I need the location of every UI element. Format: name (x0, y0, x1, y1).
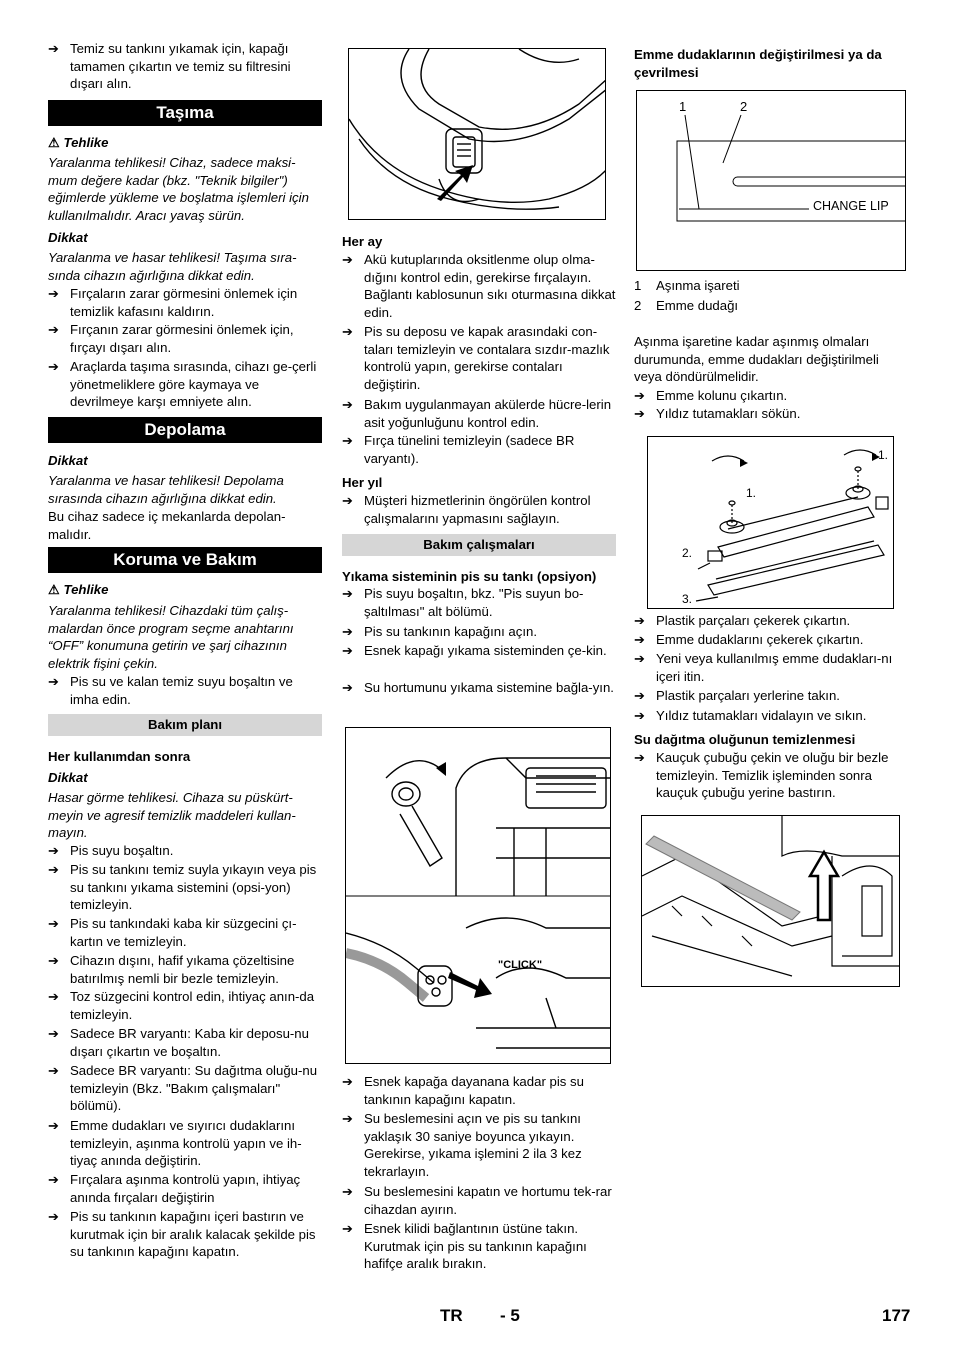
figure-number-1: 1 (679, 99, 687, 114)
caution-text: Yaralanma ve hasar tehlikesi! Depolama sırasında cihazın ağırlığına dikkat edin. (48, 473, 284, 506)
figure-number-2: 2 (740, 99, 748, 114)
arrow-right-icon: ➔ (48, 916, 59, 931)
heading-her-kullanim: Her kullanımdan sonra (48, 749, 191, 764)
arrow-right-icon: ➔ (342, 1184, 353, 1199)
arrow-right-icon: ➔ (342, 1221, 353, 1236)
list-item: ➔ Kauçuk çubuğu çekin ve oluğu bir bezle temizleyin. Temizlik işleminden sonra kauçuk çubuğu yerine bastırın. (634, 750, 889, 800)
arrow-right-icon: ➔ (342, 324, 353, 339)
list-item: ➔ Su hortumunu yıkama sistemine bağla-yın. (342, 680, 614, 695)
figure-lid-latch (348, 48, 606, 220)
arrow-right-icon: ➔ (48, 843, 59, 858)
subsection-heading-bakim-calismalari: Bakım çalışmaları (342, 534, 616, 556)
caution-text: Yaralanma ve hasar tehlikesi! Taşıma sıra-sında cihazın ağırlığına dikkat edin. (48, 250, 297, 283)
list-item: ➔ Pis su tankındaki kaba kir süzgecini çı-kartın ve temizleyin. (48, 916, 297, 949)
figure-lip-disassembly (647, 436, 894, 609)
list-item: ➔ Sadece BR varyantı: Kaba kir deposu-nu dışarı çıkartın ve boşaltın. (48, 1026, 309, 1059)
arrow-right-icon: ➔ (48, 1026, 59, 1041)
caution-label: Dikkat (48, 770, 88, 785)
arrow-right-icon: ➔ (634, 388, 645, 403)
danger-label: ⚠ Tehlike (48, 135, 109, 150)
arrow-right-icon: ➔ (342, 624, 353, 639)
list-item: ➔ Emme dudakları ve sıyırıcı dudaklarını temizleyin, aşınma kontrolü yapın ve ih-tiyaç anında değiştirin. (48, 1118, 302, 1168)
list-item: ➔ Yıldız tutamakları sökün. (634, 406, 801, 421)
push-arrow-icon (437, 165, 473, 201)
list-item: ➔ Müşteri hizmetlerinin öngörülen kontrol çalışmalarını yapmasını sağlayın. (342, 493, 591, 526)
lift-arrow-icon (810, 852, 838, 920)
lid-latch-illustration (349, 49, 606, 220)
arrow-right-icon: ➔ (48, 953, 59, 968)
danger-text: Yaralanma tehlikesi! Cihaz, sadece maksi-mum değere kadar (bkz. "Teknik bilgiler") eğimlerde yükleme ve boşlatma işlemleri için kullanılmalıdır. Aracı yavaş sürün. (48, 155, 309, 223)
heading-her-ay: Her ay (342, 234, 383, 249)
list-item: ➔ Cihazın dışını, hafif yıkama çözeltisine batırılmış nemli bir bezle temizleyin. (48, 953, 295, 986)
arrow-right-icon: ➔ (634, 651, 645, 666)
arrow-right-icon: ➔ (342, 397, 353, 412)
arrow-right-icon: ➔ (48, 359, 59, 374)
arrow-right-icon: ➔ (634, 613, 645, 628)
figure-hose-connection (345, 727, 611, 1064)
step-label-3: 3. (682, 592, 693, 606)
step-label-2: 2. (682, 546, 693, 560)
list-item: ➔ Plastik parçaları çekerek çıkartın. (634, 613, 851, 628)
list-item: ➔ Pis su deposu ve kapak arasındaki con-taları temizleyin ve contalara sızdır-mazlık kontrolü yapın, gerekirse contaları değiştirin. (342, 324, 610, 392)
pull-arrow-icon (696, 597, 718, 601)
list-item: ➔ Pis su tankının kapağını açın. (342, 624, 538, 639)
arrow-right-icon: ➔ (342, 1074, 353, 1089)
list-item: ➔ Pis su tankının kapağını içeri bastırın ve kurutmak için bir aralık kalacak şekilde pis su tankının kapağını kapatın. (48, 1209, 316, 1259)
page-number-total: 177 (882, 1306, 911, 1325)
arrow-right-icon: ➔ (48, 41, 59, 56)
list-item: ➔ Pis suyu boşaltın, bkz. "Pis suyun bo-şaltılması" alt bölümü. (342, 586, 584, 619)
arrow-right-icon: ➔ (634, 688, 645, 703)
arrow-right-icon: ➔ (634, 632, 645, 647)
heading-yikama-sistemi: Yıkama sisteminin pis su tankı (opsiyon) (342, 569, 597, 584)
section-heading-koruma-bakim: Koruma ve Bakım (48, 547, 322, 573)
change-lip-illustration (637, 91, 906, 271)
arrow-right-icon: ➔ (342, 680, 353, 695)
caution-label: Dikkat (48, 230, 88, 245)
list-item: ➔ Pis suyu boşaltın. (48, 843, 174, 858)
arrow-right-icon: ➔ (634, 406, 645, 421)
list-item: ➔ Esnek kilidi bağlantının üstüne takın. Kurutmak için pis su tankının kapağını hafifçe aralık bırakın. (342, 1221, 587, 1271)
arrow-right-icon: ➔ (342, 493, 353, 508)
list-item: ➔ Esnek kapağı yıkama sisteminden çe-kin. (342, 643, 607, 658)
arrow-right-icon: ➔ (342, 1111, 353, 1126)
arrow-right-icon: ➔ (342, 252, 353, 267)
arrow-right-icon: ➔ (634, 708, 645, 723)
list-item: ➔ Plastik parçaları yerlerine takın. (634, 688, 840, 703)
arrow-right-icon: ➔ (48, 1209, 59, 1224)
subsection-heading-bakim-plani: Bakım planı (48, 714, 322, 736)
list-item: ➔ Emme dudaklarını çekerek çıkartın. (634, 632, 864, 647)
rubber-bar (646, 836, 800, 920)
list-item: ➔ Fırça tünelini temizleyin (sadece BR varyantı). (342, 433, 575, 466)
figure-change-lip (636, 90, 906, 271)
list-item: ➔ Toz süzgecini kontrol edin, ihtiyaç anın-da temizleyin. (48, 989, 315, 1022)
list-item: ➔ Fırçanın zarar görmesini önlemek için, fırçayı dışarı alın. (48, 322, 294, 355)
click-label: "CLICK" (498, 959, 543, 971)
list-item: ➔ Yıldız tutamakları vidalayın ve sıkın. (634, 708, 867, 723)
warning-triangle-icon: ⚠ (48, 582, 60, 597)
arrow-right-icon: ➔ (342, 643, 353, 658)
lip-disassembly-illustration (648, 437, 894, 609)
arrow-right-icon: ➔ (48, 286, 59, 301)
caution-label: Dikkat (48, 453, 88, 468)
arrow-right-icon: ➔ (48, 674, 59, 689)
list-item: ➔ Akü kutuplarında oksitlenme olup olma-dığını kontrol edin, gerekirse fırçalayın. Bağlantı kablosunun sıkı oturmasına dikkat edin. (342, 252, 616, 320)
caution-text: Hasar görme tehlikesi. Cihaza su püskürt-meyin ve agresif temizlik maddeleri kullan-mayın. (48, 790, 296, 840)
arrow-right-icon: ➔ (342, 433, 353, 448)
list-item: ➔ Pis su ve kalan temiz suyu boşaltın ve imha edin. (48, 674, 293, 707)
section-heading-tasima: Taşıma (48, 100, 322, 126)
danger-text: Yaralanma tehlikesi! Cihazdaki tüm çalış-malardan önce program seçme anahtarını “OFF” konumuna getirin ve şarj cihazının elektrik fişini çekin. (48, 603, 294, 671)
legend-item-1: 1 Aşınma işareti (634, 278, 740, 293)
legend-item-2: 2 Emme dudağı (634, 298, 739, 313)
arrow-right-icon: ➔ (48, 1172, 59, 1187)
push-arrow-icon (448, 972, 492, 998)
list-item: ➔ Su beslemesini kapatın ve hortumu tek-rar cihazdan ayırın. (342, 1184, 612, 1217)
rotate-arrow-icon (436, 762, 446, 776)
arrow-right-icon: ➔ (48, 862, 59, 877)
arrow-right-icon: ➔ (48, 1118, 59, 1133)
hose-connection-illustration (346, 728, 611, 1064)
paragraph: Aşınma işaretine kadar aşınmış olmaları durumunda, emme dudakları değiştirilmeli veya döndürülmelidir. (634, 334, 879, 384)
pull-arrow-icon (698, 563, 710, 569)
arrow-right-icon: ➔ (48, 322, 59, 337)
water-channel-illustration (642, 816, 900, 987)
arrow-right-icon: ➔ (48, 989, 59, 1004)
change-lip-label: CHANGE LIP (813, 199, 889, 213)
list-item: ➔ Esnek kapağa dayanana kadar pis su tankının kapağını kapatın. (342, 1074, 584, 1107)
warning-triangle-icon: ⚠ (48, 135, 60, 150)
arrow-right-icon: ➔ (48, 1063, 59, 1078)
list-item: ➔ Temiz su tankını yıkamak için, kapağı tamamen çıkartın ve temiz su filtresini dışarı alın. (48, 41, 291, 91)
list-item: ➔ Fırçaların zarar görmesini önlemek için temizlik kafasını kaldırın. (48, 286, 298, 319)
list-item: ➔ Sadece BR varyantı: Su dağıtma oluğu-nu temizleyin (Bkz. "Bakım çalışmaları" bölümü). (48, 1063, 318, 1113)
danger-label: ⚠ Tehlike (48, 582, 109, 597)
page-number-local: - 5 (500, 1306, 520, 1325)
list-item: ➔ Pis su tankını temiz suyla yıkayın veya pis su tankını yıkama sistemini (opsi-yon) temizleyin. (48, 862, 317, 912)
heading-her-yil: Her yıl (342, 475, 383, 490)
section-heading-depolama: Depolama (48, 417, 322, 443)
arrow-right-icon: ➔ (634, 750, 645, 765)
list-item: ➔ Su beslemesini açın ve pis su tankını yaklaşık 30 saniye boyunca yıkayın. Gerekirse, yıkama işlemini 2 ila 3 kez tekrarlayın. (342, 1111, 582, 1179)
arrow-right-icon: ➔ (342, 586, 353, 601)
list-item: ➔ Emme kolunu çıkartın. (634, 388, 788, 403)
list-item: ➔ Fırçalara aşınma kontrolü yapın, ihtiyaç anında fırçaları değiştirin (48, 1172, 301, 1205)
list-item: ➔ Yeni veya kullanılmış emme dudakları-nı içeri itin. (634, 651, 893, 684)
list-item: ➔ Bakım uygulanmayan akülerde hücre-lerin asit yoğunluğunu kontrol edin. (342, 397, 612, 430)
step-label-1: 1. (746, 486, 757, 500)
figure-water-channel (641, 815, 900, 987)
heading-emme-dudaklari: Emme dudaklarının değiştirilmesi ya da çevrilmesi (634, 47, 882, 80)
paragraph: Bu cihaz sadece iç mekanlarda depolan-malıdır. (48, 509, 286, 542)
language-code: TR (440, 1306, 463, 1325)
step-label-1: 1. (878, 448, 889, 462)
list-item: ➔ Araçlarda taşıma sırasında, cihazı ge-çerli yönetmeliklere göre kaymaya ve devrilmeye karşı emniyete alın. (48, 359, 317, 409)
heading-su-dagitma: Su dağıtma oluğunun temizlenmesi (634, 732, 856, 747)
rotate-arrow-icon (740, 459, 748, 467)
